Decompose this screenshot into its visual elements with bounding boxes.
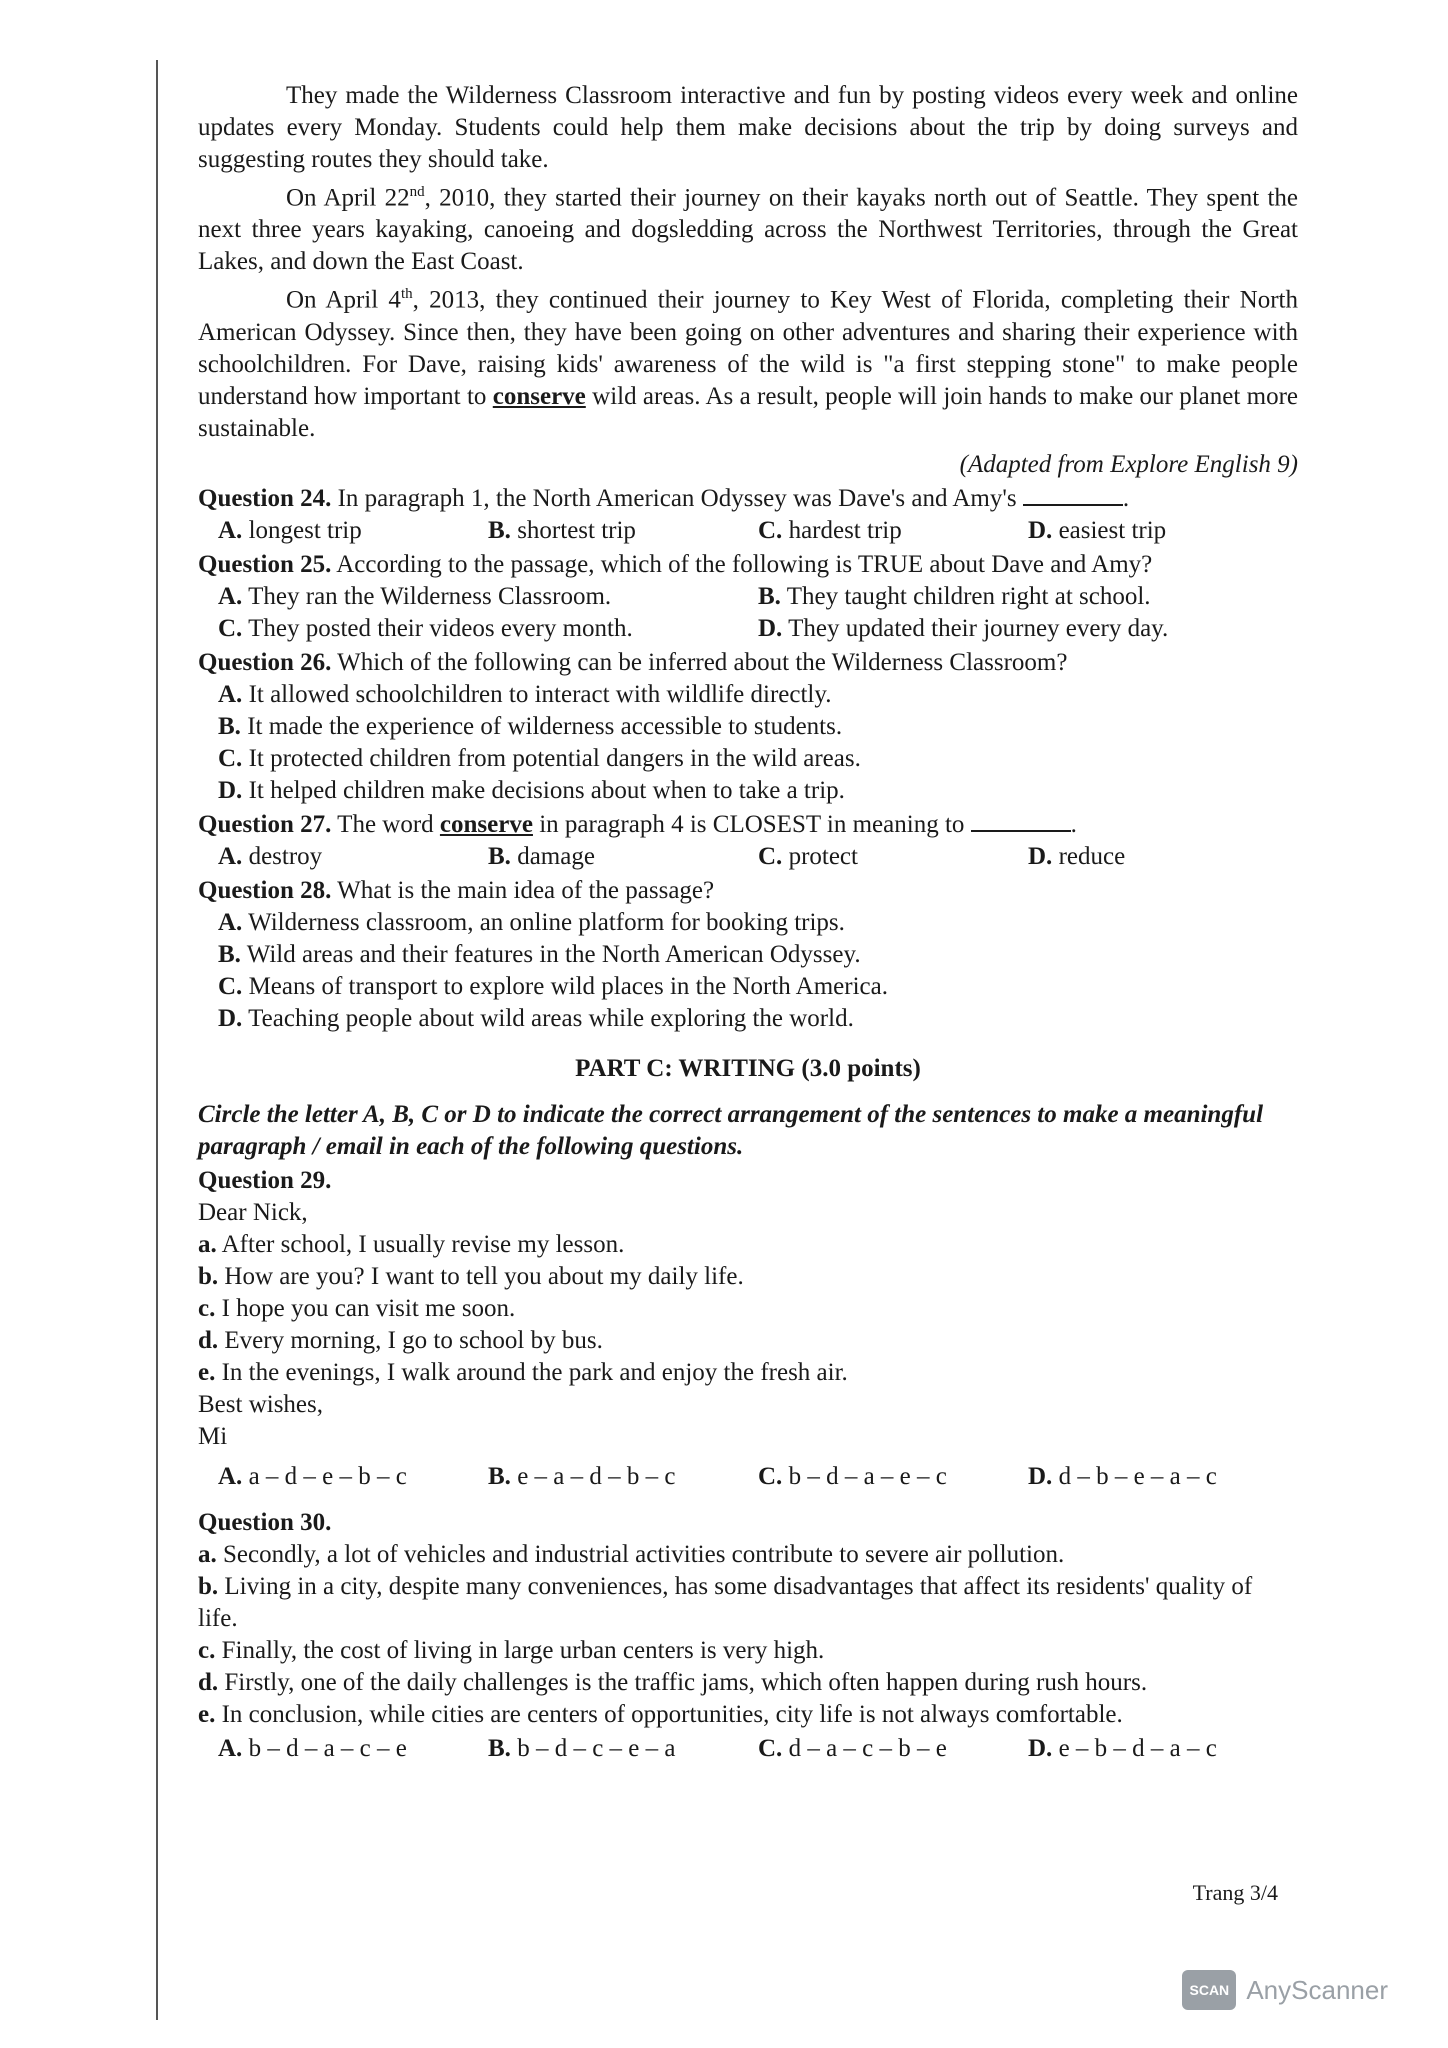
option-b[interactable]: B. shortest trip bbox=[488, 516, 636, 544]
sentence-a: a. After school, I usually revise my lesson. bbox=[198, 1230, 625, 1258]
part-c-title: PART C: WRITING (3.0 points) bbox=[575, 1054, 921, 1082]
answer-blank bbox=[971, 810, 1071, 832]
question-26 bbox=[198, 647, 1298, 807]
option-a[interactable]: A. It allowed schoolchildren to interact with wildlife directly. bbox=[218, 680, 832, 708]
option-b[interactable]: B. It made the experience of wilderness accessible to students. bbox=[218, 712, 843, 740]
question-end: . bbox=[1070, 810, 1077, 838]
email-signature: Mi bbox=[198, 1422, 228, 1450]
sentence-c: c. Finally, the cost of living in large urban centers is very high. bbox=[198, 1636, 825, 1664]
question-text: According to the passage, which of the following is TRUE about Dave and Amy? bbox=[336, 550, 1153, 578]
sentence-e: e. In conclusion, while cities are centers of opportunities, city life is not always comfortable. bbox=[198, 1700, 1123, 1728]
answer-blank bbox=[1023, 484, 1123, 506]
option-c[interactable]: C. They posted their videos every month. bbox=[218, 614, 633, 642]
page-content bbox=[198, 80, 1298, 1765]
question-number: Question 26. bbox=[198, 648, 332, 676]
sentence-d: d. Every morning, I go to school by bus. bbox=[198, 1326, 603, 1354]
page-number: Trang 3/4 bbox=[1192, 1880, 1278, 1905]
option-c[interactable]: C. b – d – a – e – c bbox=[758, 1462, 947, 1490]
question-text: Which of the following can be inferred about the Wilderness Classroom? bbox=[337, 648, 1068, 676]
date-suffix: nd bbox=[409, 184, 425, 200]
option-d[interactable]: D. d – b – e – a – c bbox=[1028, 1462, 1217, 1490]
question-number: Question 28. bbox=[198, 876, 332, 904]
option-b[interactable]: B. b – d – c – e – a bbox=[488, 1734, 676, 1762]
passage-paragraph-1: They made the Wilderness Classroom interactive and fun by posting videos every week and online updates every Monday. Students could help them make decisions about the trip by doing surveys and suggesting routes they should take. bbox=[198, 82, 1298, 173]
paragraph-text: , 2010, they started their journey on their kayaks north out of Seattle. They spent the next three years kayaking, canoeing and dogsledding across the Northwest Territories, through the Great Lakes, and down the East Coast. bbox=[198, 184, 1298, 276]
question-number: Question 25. bbox=[198, 550, 332, 578]
question-number: Question 29. bbox=[198, 1166, 332, 1194]
option-d[interactable]: D. Teaching people about wild areas while exploring the world. bbox=[218, 1004, 854, 1032]
option-a[interactable]: A. Wilderness classroom, an online platform for booking trips. bbox=[218, 908, 845, 936]
option-b[interactable]: B. They taught children right at school. bbox=[758, 582, 1151, 610]
part-c-instruction: Circle the letter A, B, C or D to indicate the correct arrangement of the sentences to make a meaningful paragraph / email in each of the following questions. bbox=[198, 1100, 1264, 1160]
option-b[interactable]: B. e – a – d – b – c bbox=[488, 1462, 676, 1490]
question-end: . bbox=[1122, 484, 1130, 512]
scan-logo-icon: SCAN bbox=[1182, 1970, 1236, 2010]
paragraph-text: , 2013, they continued their journey to Key West of Florida, completing their North American Odyssey. Since then, they have been going on other adventures and sharing their experience with schoolchildren. For Dave, raising kids' awareness of the wild is "a first stepping stone" to make people understand how important to bbox=[198, 286, 1298, 410]
option-d[interactable]: D. They updated their journey every day. bbox=[758, 614, 1169, 642]
sentence-a: a. Secondly, a lot of vehicles and industrial activities contribute to severe air pollution. bbox=[198, 1540, 1065, 1568]
date-text: On April 22 bbox=[286, 184, 410, 212]
question-number: Question 24. bbox=[198, 484, 332, 512]
scanner-watermark bbox=[1182, 1970, 1388, 2010]
email-closing: Best wishes, bbox=[198, 1390, 323, 1418]
options-row bbox=[198, 841, 1298, 873]
passage-paragraph-3 bbox=[198, 278, 1298, 444]
margin-line bbox=[156, 60, 158, 2020]
options-row bbox=[198, 515, 1298, 547]
question-number: Question 27. bbox=[198, 810, 332, 838]
answer-options bbox=[198, 1461, 1298, 1493]
option-a[interactable]: A. They ran the Wilderness Classroom. bbox=[218, 582, 612, 610]
question-text: in paragraph 4 is CLOSEST in meaning to bbox=[539, 810, 965, 838]
date-text: On April 4 bbox=[286, 286, 401, 314]
option-b[interactable]: B. Wild areas and their features in the North American Odyssey. bbox=[218, 940, 861, 968]
sentence-e: e. In the evenings, I walk around the park and enjoy the fresh air. bbox=[198, 1358, 848, 1386]
option-a[interactable]: A. a – d – e – b – c bbox=[218, 1462, 407, 1490]
option-c[interactable]: C. d – a – c – b – e bbox=[758, 1734, 947, 1762]
option-a[interactable]: A. longest trip bbox=[218, 516, 362, 544]
question-25 bbox=[198, 549, 1298, 645]
option-d[interactable]: D. e – b – d – a – c bbox=[1028, 1734, 1217, 1762]
options-row bbox=[198, 613, 1298, 645]
brand-name: AnyScanner bbox=[1246, 1974, 1388, 2005]
question-24 bbox=[198, 483, 1298, 547]
option-b[interactable]: B. damage bbox=[488, 842, 595, 870]
options-row bbox=[198, 581, 1298, 613]
question-number: Question 30. bbox=[198, 1508, 332, 1536]
option-d[interactable]: D. easiest trip bbox=[1028, 516, 1167, 544]
question-27 bbox=[198, 809, 1298, 873]
question-29 bbox=[198, 1165, 1298, 1493]
underlined-word: conserve bbox=[439, 810, 533, 838]
underlined-word: conserve bbox=[492, 382, 586, 410]
sentence-c: c. I hope you can visit me soon. bbox=[198, 1294, 516, 1322]
date-suffix: th bbox=[400, 286, 413, 303]
option-c[interactable]: C. protect bbox=[758, 842, 858, 870]
option-c[interactable]: C. It protected children from potential dangers in the wild areas. bbox=[218, 744, 861, 772]
option-a[interactable]: A. b – d – a – c – e bbox=[218, 1734, 407, 1762]
option-c[interactable]: C. Means of transport to explore wild places in the North America. bbox=[218, 972, 888, 1000]
passage-paragraph-2 bbox=[198, 176, 1298, 278]
sentence-b: b. Living in a city, despite many conveniences, has some disadvantages that affect its residents' quality of life. bbox=[198, 1572, 1253, 1632]
paragraph-text: wild areas. As a result, people will join hands to make our planet more sustainable. bbox=[198, 382, 1298, 442]
question-text: The word bbox=[337, 810, 434, 838]
passage-source: (Adapted from Explore English 9) bbox=[959, 450, 1298, 478]
question-text: In paragraph 1, the North American Odyssey was Dave's and Amy's bbox=[337, 484, 1017, 512]
option-d[interactable]: D. reduce bbox=[1028, 842, 1126, 870]
option-c[interactable]: C. hardest trip bbox=[758, 516, 902, 544]
option-d[interactable]: D. It helped children make decisions about when to take a trip. bbox=[218, 776, 845, 804]
question-30 bbox=[198, 1507, 1298, 1765]
question-28 bbox=[198, 875, 1298, 1035]
sentence-b: b. How are you? I want to tell you about my daily life. bbox=[198, 1262, 744, 1290]
question-text: What is the main idea of the passage? bbox=[337, 876, 715, 904]
sentence-d: d. Firstly, one of the daily challenges is the traffic jams, which often happen during rush hours. bbox=[198, 1668, 1148, 1696]
option-a[interactable]: A. destroy bbox=[218, 842, 323, 870]
email-greeting: Dear Nick, bbox=[198, 1198, 308, 1226]
answer-options bbox=[198, 1733, 1298, 1765]
